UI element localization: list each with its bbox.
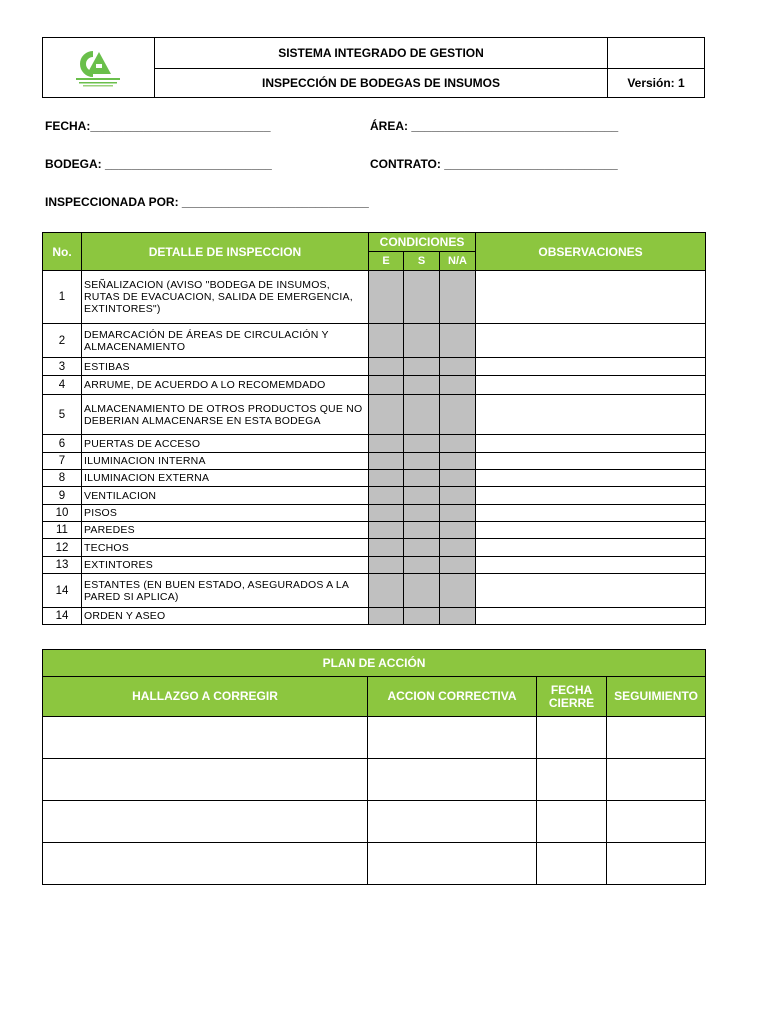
condition-s-cell[interactable] (404, 435, 440, 453)
observation-cell[interactable] (476, 453, 706, 470)
condition-e-cell[interactable] (369, 435, 404, 453)
condition-na-cell[interactable] (440, 470, 476, 487)
col-observations-header: OBSERVACIONES (476, 233, 706, 271)
version-label: Versión: 1 (608, 68, 705, 98)
col-conditions-header: CONDICIONES (369, 233, 476, 252)
col-action-header: ACCION CORRECTIVA (368, 677, 537, 717)
condition-e-cell[interactable] (369, 324, 404, 358)
condition-s-cell[interactable] (404, 539, 440, 557)
observation-cell[interactable] (476, 324, 706, 358)
row-number: 10 (43, 505, 82, 522)
condition-na-cell[interactable] (440, 608, 476, 625)
table-row (43, 539, 706, 557)
table-row (43, 358, 706, 376)
condition-e-cell[interactable] (369, 376, 404, 395)
condition-e-cell[interactable] (369, 395, 404, 435)
condition-na-cell[interactable] (440, 435, 476, 453)
table-row (43, 395, 706, 435)
observation-cell[interactable] (476, 395, 706, 435)
condition-na-cell[interactable] (440, 271, 476, 324)
observation-cell[interactable] (476, 539, 706, 557)
observation-cell[interactable] (476, 470, 706, 487)
document-header (42, 37, 705, 98)
table-row (43, 574, 706, 608)
fecha-field[interactable]: FECHA:___________________________ (45, 119, 271, 133)
row-detail: ORDEN Y ASEO (82, 608, 369, 625)
contrato-field[interactable]: CONTRATO: __________________________ (370, 157, 618, 171)
table-row (43, 453, 706, 470)
condition-e-cell[interactable] (369, 608, 404, 625)
table-row (43, 435, 706, 453)
col-finding-header: HALLAZGO A CORREGIR (43, 677, 368, 717)
condition-e-cell[interactable] (369, 505, 404, 522)
observation-cell[interactable] (476, 608, 706, 625)
date-cell[interactable] (537, 717, 607, 759)
table-row (43, 376, 706, 395)
action-cell[interactable] (368, 759, 537, 801)
finding-cell[interactable] (43, 843, 368, 885)
logo-cell (43, 38, 155, 98)
row-detail: DEMARCACIÓN DE ÁREAS DE CIRCULACIÓN Y ALMACENAMIENTO (82, 324, 369, 358)
row-number: 13 (43, 557, 82, 574)
condition-na-cell[interactable] (440, 574, 476, 608)
row-number: 3 (43, 358, 82, 376)
observation-cell[interactable] (476, 435, 706, 453)
col-e-header: E (369, 252, 404, 271)
condition-s-cell[interactable] (404, 358, 440, 376)
table-row (43, 470, 706, 487)
condition-e-cell[interactable] (369, 557, 404, 574)
follow-cell[interactable] (607, 717, 706, 759)
col-follow-header: SEGUIMIENTO (607, 677, 706, 717)
row-detail: PISOS (82, 505, 369, 522)
finding-cell[interactable] (43, 759, 368, 801)
condition-s-cell[interactable] (404, 376, 440, 395)
table-row (43, 522, 706, 539)
condition-na-cell[interactable] (440, 505, 476, 522)
system-title: SISTEMA INTEGRADO DE GESTION (155, 38, 608, 69)
col-s-header: S (404, 252, 440, 271)
date-cell[interactable] (537, 801, 607, 843)
condition-s-cell[interactable] (404, 271, 440, 324)
condition-na-cell[interactable] (440, 358, 476, 376)
observation-cell[interactable] (476, 487, 706, 505)
col-na-header: N/A (440, 252, 476, 271)
condition-s-cell[interactable] (404, 487, 440, 505)
row-detail: ESTANTES (EN BUEN ESTADO, ASEGURADOS A LA PARED SI APLICA) (82, 574, 369, 608)
action-plan-title: PLAN DE ACCIÓN (43, 650, 706, 677)
finding-cell[interactable] (43, 801, 368, 843)
row-detail: PUERTAS DE ACCESO (82, 435, 369, 453)
condition-s-cell[interactable] (404, 395, 440, 435)
condition-na-cell[interactable] (440, 324, 476, 358)
table-row (43, 271, 706, 324)
follow-cell[interactable] (607, 843, 706, 885)
observation-cell[interactable] (476, 358, 706, 376)
row-number: 8 (43, 470, 82, 487)
company-logo (43, 38, 154, 97)
follow-cell[interactable] (607, 759, 706, 801)
row-detail: ALMACENAMIENTO DE OTROS PRODUCTOS QUE NO DEBERIAN ALMACENARSE EN ESTA BODEGA (82, 395, 369, 435)
row-detail: TECHOS (82, 539, 369, 557)
row-detail: ESTIBAS (82, 358, 369, 376)
action-plan-table (42, 649, 706, 885)
observation-cell[interactable] (476, 557, 706, 574)
condition-e-cell[interactable] (369, 470, 404, 487)
bodega-field[interactable]: BODEGA: _________________________ (45, 157, 272, 171)
condition-s-cell[interactable] (404, 557, 440, 574)
condition-na-cell[interactable] (440, 539, 476, 557)
condition-e-cell[interactable] (369, 487, 404, 505)
condition-s-cell[interactable] (404, 608, 440, 625)
action-cell[interactable] (368, 843, 537, 885)
row-detail: SEÑALIZACION (AVISO "BODEGA DE INSUMOS, RUTAS DE EVACUACION, SALIDA DE EMERGENCIA, EXTINTORES") (82, 271, 369, 324)
condition-s-cell[interactable] (404, 574, 440, 608)
condition-s-cell[interactable] (404, 470, 440, 487)
area-field[interactable]: ÁREA: _______________________________ (370, 119, 619, 133)
blank-header-cell (608, 38, 705, 69)
follow-cell[interactable] (607, 801, 706, 843)
row-number: 2 (43, 324, 82, 358)
observation-cell[interactable] (476, 271, 706, 324)
action-cell[interactable] (368, 801, 537, 843)
document-title: INSPECCIÓN DE BODEGAS DE INSUMOS (155, 68, 608, 98)
table-row (43, 324, 706, 358)
row-number: 14 (43, 574, 82, 608)
condition-na-cell[interactable] (440, 487, 476, 505)
row-detail: VENTILACION (82, 487, 369, 505)
condition-e-cell[interactable] (369, 271, 404, 324)
condition-e-cell[interactable] (369, 453, 404, 470)
row-number: 6 (43, 435, 82, 453)
table-row (43, 557, 706, 574)
row-number: 4 (43, 376, 82, 395)
table-row (43, 608, 706, 625)
observation-cell[interactable] (476, 505, 706, 522)
col-detail-header: DETALLE DE INSPECCION (82, 233, 369, 271)
condition-na-cell[interactable] (440, 376, 476, 395)
row-detail: ILUMINACION INTERNA (82, 453, 369, 470)
date-cell[interactable] (537, 759, 607, 801)
inspeccionada-field[interactable]: INSPECCIONADA POR: ____________________________ (45, 195, 369, 209)
condition-na-cell[interactable] (440, 557, 476, 574)
row-number: 14 (43, 608, 82, 625)
condition-s-cell[interactable] (404, 324, 440, 358)
col-date-header: FECHA CIERRE (537, 677, 607, 717)
condition-s-cell[interactable] (404, 522, 440, 539)
action-cell[interactable] (368, 717, 537, 759)
date-cell[interactable] (537, 843, 607, 885)
condition-na-cell[interactable] (440, 395, 476, 435)
inspection-table (42, 232, 706, 625)
finding-cell[interactable] (43, 717, 368, 759)
condition-e-cell[interactable] (369, 539, 404, 557)
condition-e-cell[interactable] (369, 522, 404, 539)
condition-na-cell[interactable] (440, 453, 476, 470)
row-detail: ILUMINACION EXTERNA (82, 470, 369, 487)
row-detail: PAREDES (82, 522, 369, 539)
row-number: 7 (43, 453, 82, 470)
observation-cell[interactable] (476, 376, 706, 395)
row-detail: EXTINTORES (82, 557, 369, 574)
table-row (43, 487, 706, 505)
observation-cell[interactable] (476, 574, 706, 608)
row-number: 11 (43, 522, 82, 539)
condition-e-cell[interactable] (369, 574, 404, 608)
condition-s-cell[interactable] (404, 453, 440, 470)
row-detail: ARRUME, DE ACUERDO A LO RECOMEMDADO (82, 376, 369, 395)
row-number: 1 (43, 271, 82, 324)
condition-na-cell[interactable] (440, 522, 476, 539)
row-number: 5 (43, 395, 82, 435)
logo-icon (43, 38, 154, 97)
observation-cell[interactable] (476, 522, 706, 539)
condition-e-cell[interactable] (369, 358, 404, 376)
row-number: 12 (43, 539, 82, 557)
col-no-header: No. (43, 233, 82, 271)
row-number: 9 (43, 487, 82, 505)
condition-s-cell[interactable] (404, 505, 440, 522)
table-row (43, 505, 706, 522)
